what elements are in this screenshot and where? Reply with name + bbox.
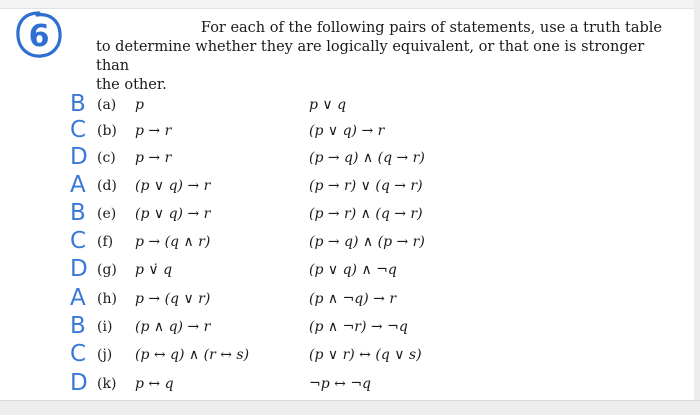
statement-left: p → (q ∧ r) [135,234,211,250]
instructions-line-3: the other. [96,77,167,93]
handwritten-answer: D [70,370,88,396]
handwritten-answer: A [70,172,86,198]
handwritten-answer: B [70,313,86,339]
statement-right: (p → q) ∧ (p → r) [309,234,425,250]
item-label: (k) [97,376,117,392]
window-top-edge [0,0,700,9]
handwritten-answer: D [70,144,88,170]
handwritten-answer: B [70,200,86,226]
instructions-line-1: For each of the following pairs of statements, use a truth table [200,20,662,36]
list-item [0,144,700,170]
handwritten-answer: C [70,117,87,143]
statement-right: (p ∨ q) → r [309,123,385,139]
statement-right: (p ∧ ¬r) → ¬q [309,319,408,335]
statement-left: p ↔ q [135,376,174,392]
item-label: (e) [97,206,117,222]
list-item [0,200,700,226]
problem-number-text: 6 [28,19,50,54]
item-label: (g) [97,262,117,278]
statement-left: p → r [135,123,172,139]
list-item [0,341,700,367]
instructions-line-2: to determine whether they are logically equivalent, or that one is stronger than [96,39,645,74]
item-label: (d) [97,178,117,194]
list-item [0,172,700,198]
window-bottom-edge [0,400,700,415]
statement-right: (p → r) ∧ (q → r) [309,206,423,222]
statement-right: p ∨ q [309,97,347,113]
statement-left: p → r [135,150,172,166]
statement-right: (p → q) ∧ (q → r) [309,150,425,166]
statement-right: (p → r) ∨ (q → r) [309,178,423,194]
item-label: (i) [97,319,113,335]
handwritten-answer: C [70,341,87,367]
statement-left: p [135,97,144,113]
list-item [0,228,700,254]
statement-right: (p ∨ q) ∧ ¬q [309,262,397,278]
statement-left: p → (q ∨ r) [135,291,211,307]
list-item [0,313,700,339]
list-item [0,285,700,311]
handwritten-answer: B [70,91,86,117]
statement-left: (p ∨ q) → r [135,206,211,222]
instructions [96,19,662,95]
list-item [0,117,700,143]
statement-left: p ∨̇ q [135,262,173,278]
item-label: (c) [97,150,116,166]
item-label: (f) [97,234,114,250]
statement-left: (p ∨ q) → r [135,178,211,194]
statement-right: ¬p ↔ ¬q [309,376,372,392]
statement-right: (p ∨ r) ↔ (q ∨ s) [309,347,422,363]
handwritten-answer: D [70,256,88,282]
list-item [0,91,700,117]
item-label: (h) [97,291,117,307]
statement-left: (p ↔ q) ∧ (r ↔ s) [135,347,250,363]
list-item [0,370,700,396]
circled-problem-number [14,10,64,60]
item-label: (j) [97,347,113,363]
list-item [0,256,700,282]
handwritten-answer: A [70,285,86,311]
handwritten-answer: C [70,228,87,254]
item-label: (a) [97,97,117,113]
statement-left: (p ∧ q) → r [135,319,211,335]
item-label: (b) [97,123,117,139]
statement-right: (p ∧ ¬q) → r [309,291,397,307]
